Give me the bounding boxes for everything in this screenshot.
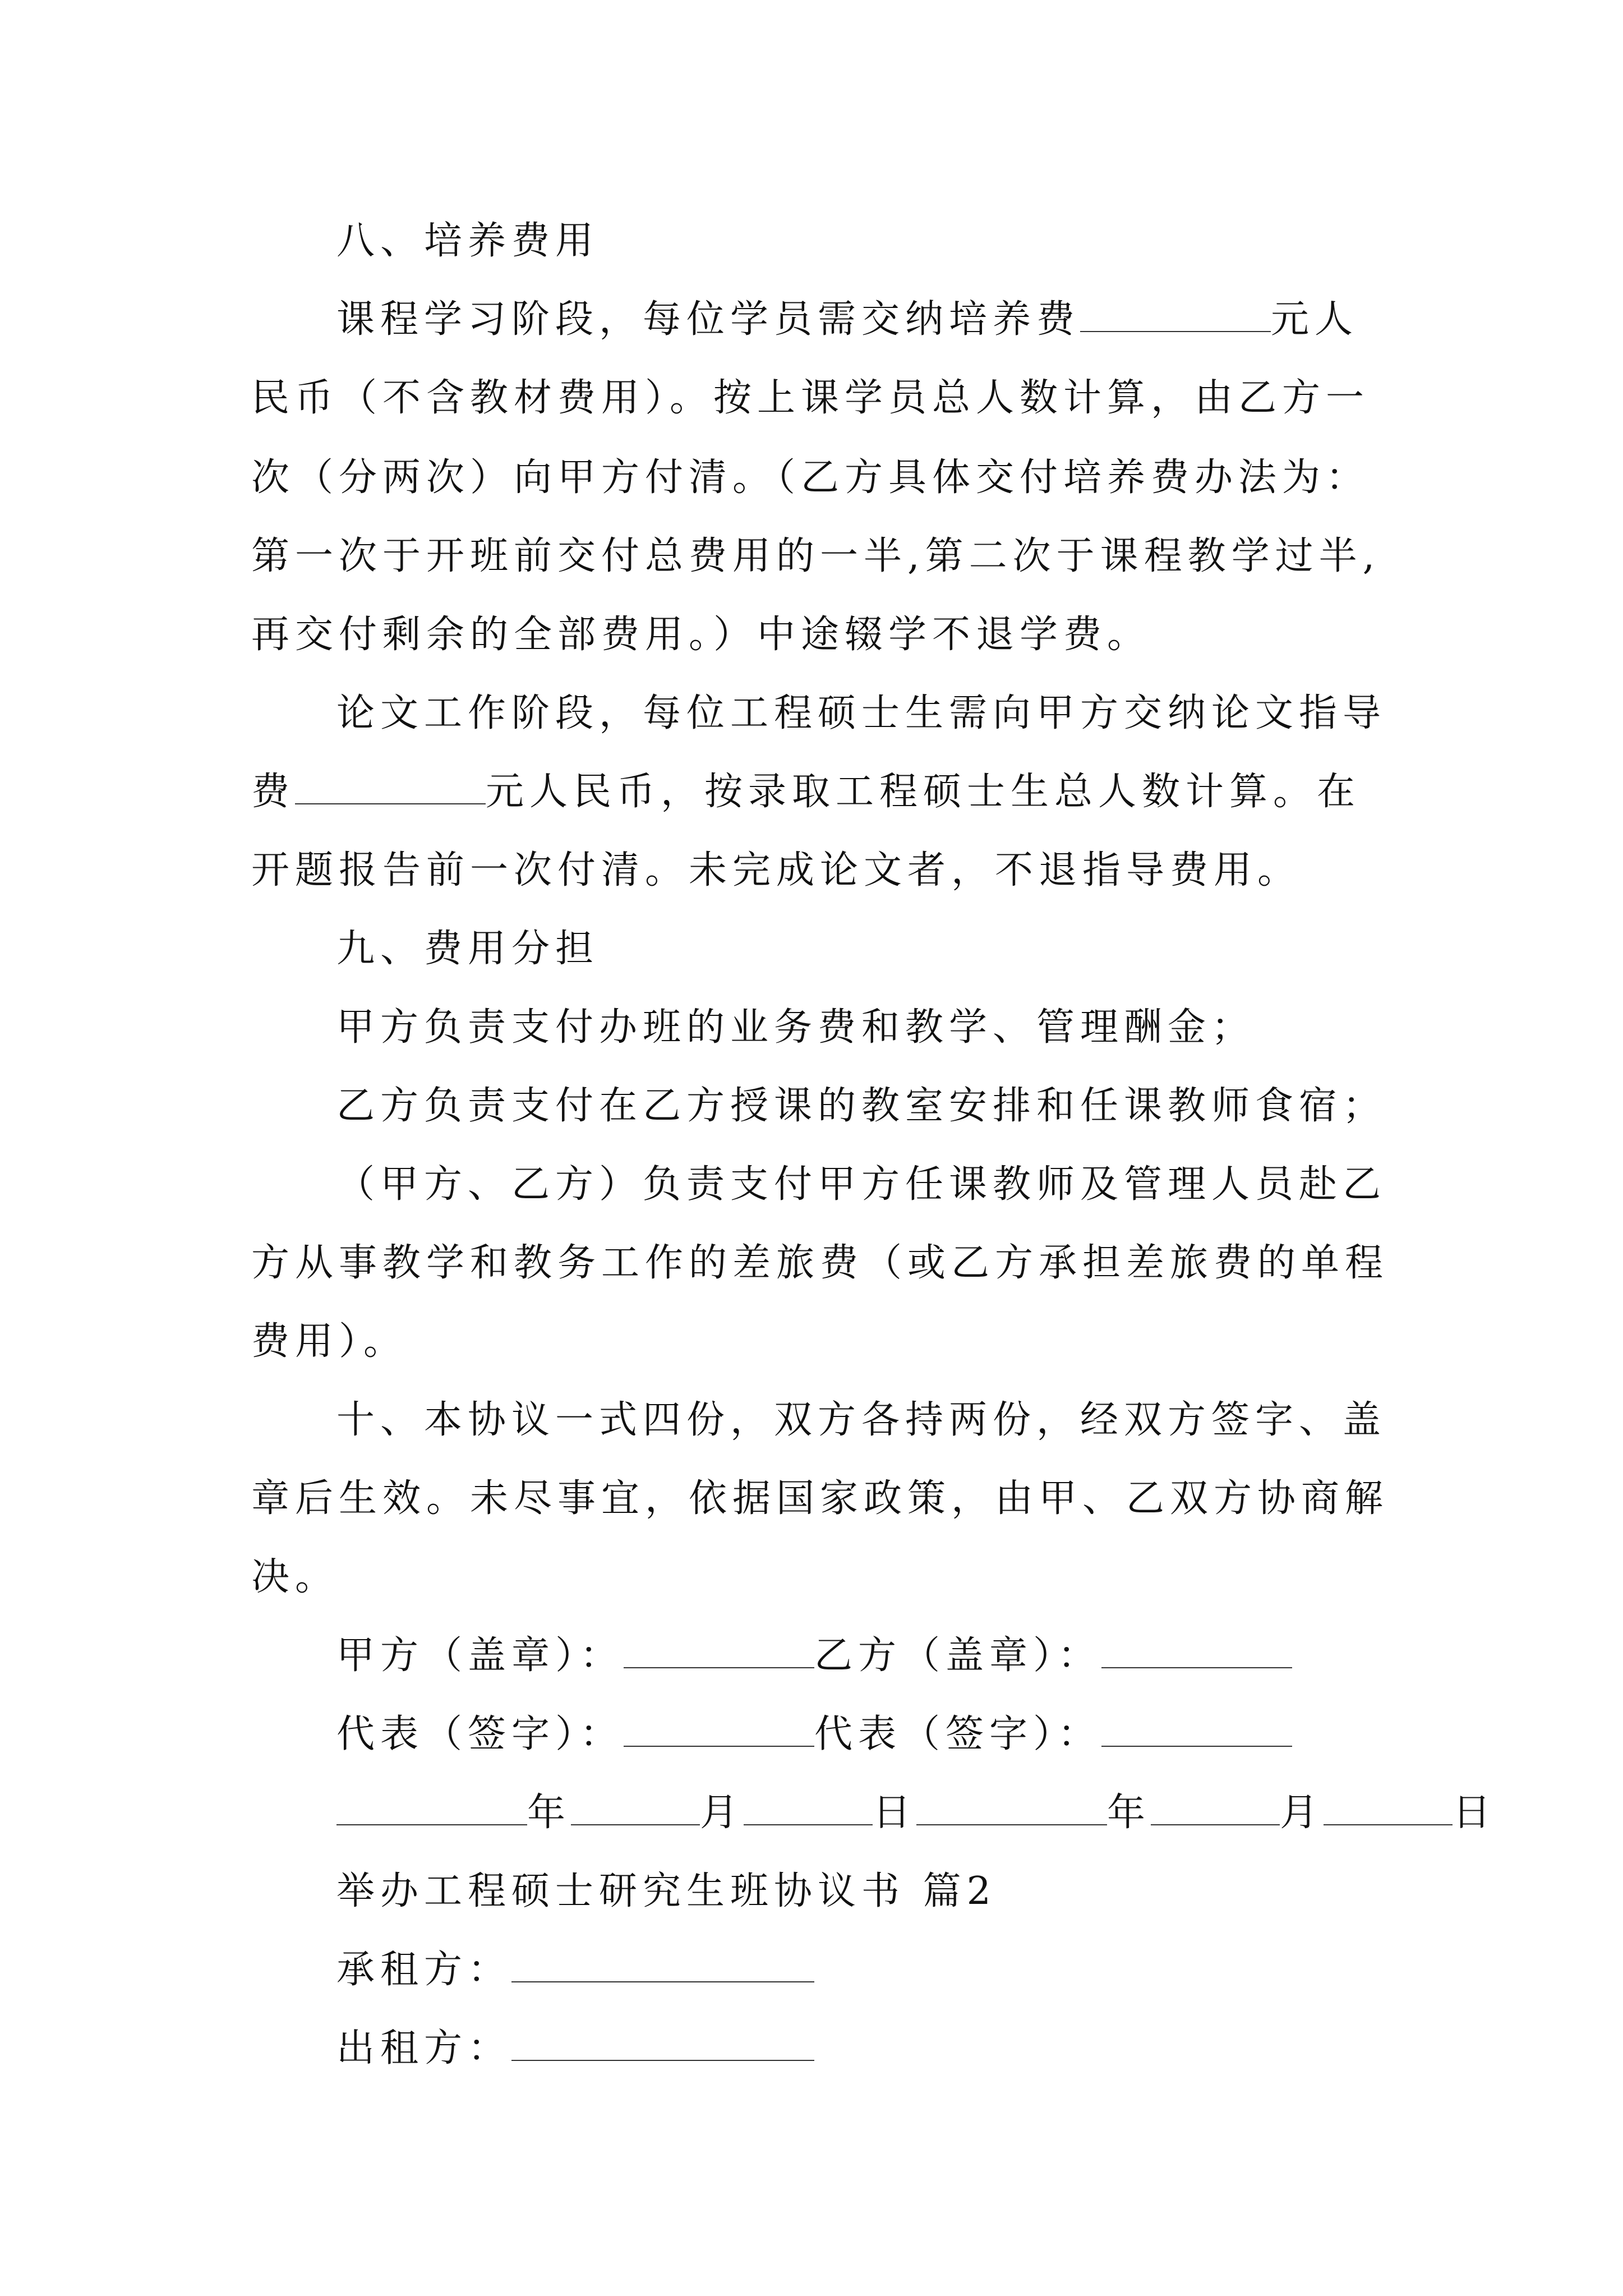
section-8-title: 八、培养费用 (336, 219, 600, 263)
party-a-rep-label: 代表（签字）： (336, 1712, 624, 1756)
lessee-blank (511, 1948, 814, 1982)
day-label: 日 (1453, 1791, 1497, 1835)
document-2-title: 举办工程硕士研究生班协议书 篇2 (336, 1869, 997, 1913)
paragraph-1-line-1 (336, 297, 1358, 342)
lessor-label: 出租方： (336, 2026, 512, 2070)
paragraph-5-line-1: （甲方、乙方）负责支付甲方任课教师及管理人员赴乙 (336, 1162, 1387, 1207)
date-b-day-blank (1324, 1791, 1453, 1825)
paragraph-1-line-3: 次（分两次）向甲方付清。（乙方具体交付培养费办法为： (251, 455, 1370, 500)
party-a-rep-blank (624, 1712, 814, 1747)
paragraph-1-line-5: 再交付剩余的全部费用。）中途辍学不退学费。 (251, 613, 1151, 657)
month-label: 月 (1280, 1791, 1324, 1835)
text-segment: 元人民币，按录取工程硕士生总人数计算。在 (486, 770, 1361, 814)
paragraph-1-line-4: 第一次于开班前交付总费用的一半,第二次于课程教学过半, (251, 534, 1381, 578)
paragraph-2-line-3: 开题报告前一次付清。未完成论文者，不退指导费用。 (251, 848, 1302, 892)
date-a-day-blank (744, 1791, 873, 1825)
paragraph-2-line-1: 论文工作阶段，每位工程硕士生需向甲方交纳论文指导 (336, 691, 1387, 735)
date-a-month-blank (571, 1791, 700, 1825)
party-b-rep-label: 代表（签字）： (814, 1712, 1102, 1756)
party-b-rep-blank (1101, 1712, 1292, 1747)
paragraph-2-line-2 (251, 770, 1361, 815)
party-b-seal-label: 乙方（盖章）： (814, 1634, 1102, 1678)
party-b-seal-blank (1101, 1634, 1292, 1668)
paragraph-3: 甲方负责支付办班的业务费和教学、管理酬金； (336, 1005, 1256, 1050)
date-a-year-blank (336, 1791, 527, 1825)
paragraph-5-line-3: 费用）。 (251, 1319, 408, 1364)
day-label: 日 (873, 1791, 917, 1835)
text-segment: 课程学习阶段，每位学员需交纳培养费 (336, 297, 1081, 342)
month-label: 月 (700, 1791, 744, 1835)
paragraph-6-line-1: 十、本协议一式四份，双方各持两份，经双方签字、盖 (336, 1398, 1387, 1442)
section-9-title: 九、费用分担 (336, 927, 600, 971)
party-a-seal-blank (624, 1634, 814, 1668)
date-b-month-blank (1151, 1791, 1280, 1825)
paragraph-4: 乙方负责支付在乙方授课的教室安排和任课教师食宿； (336, 1084, 1387, 1128)
lessee-label: 承租方： (336, 1948, 512, 1992)
text-segment: 费 (251, 770, 296, 814)
paragraph-6-line-2: 章后生效。未尽事宜，依据国家政策，由甲、乙双方协商解 (251, 1476, 1389, 1521)
paragraph-1-line-2: 民币（不含教材费用）。按上课学员总人数计算，由乙方一 (251, 376, 1370, 420)
lessor-blank (511, 2026, 814, 2061)
blank-thesis-fee (295, 770, 486, 804)
blank-fee-amount (1080, 297, 1271, 332)
paragraph-6-line-3: 决。 (251, 1555, 339, 1599)
paragraph-5-line-2: 方从事教学和教务工作的差旅费（或乙方承担差旅费的单程 (251, 1241, 1389, 1285)
party-a-seal-label: 甲方（盖章）： (336, 1634, 624, 1678)
signature-seal-row (336, 1634, 1292, 1678)
text-segment: 元人 (1271, 297, 1359, 342)
year-label: 年 (527, 1791, 571, 1835)
signature-representative-row (336, 1712, 1292, 1757)
lessee-row (336, 1948, 814, 1993)
year-label: 年 (1107, 1791, 1151, 1835)
date-b-year-blank (916, 1791, 1107, 1825)
lessor-row (336, 2026, 814, 2071)
date-row (336, 1791, 1496, 1835)
